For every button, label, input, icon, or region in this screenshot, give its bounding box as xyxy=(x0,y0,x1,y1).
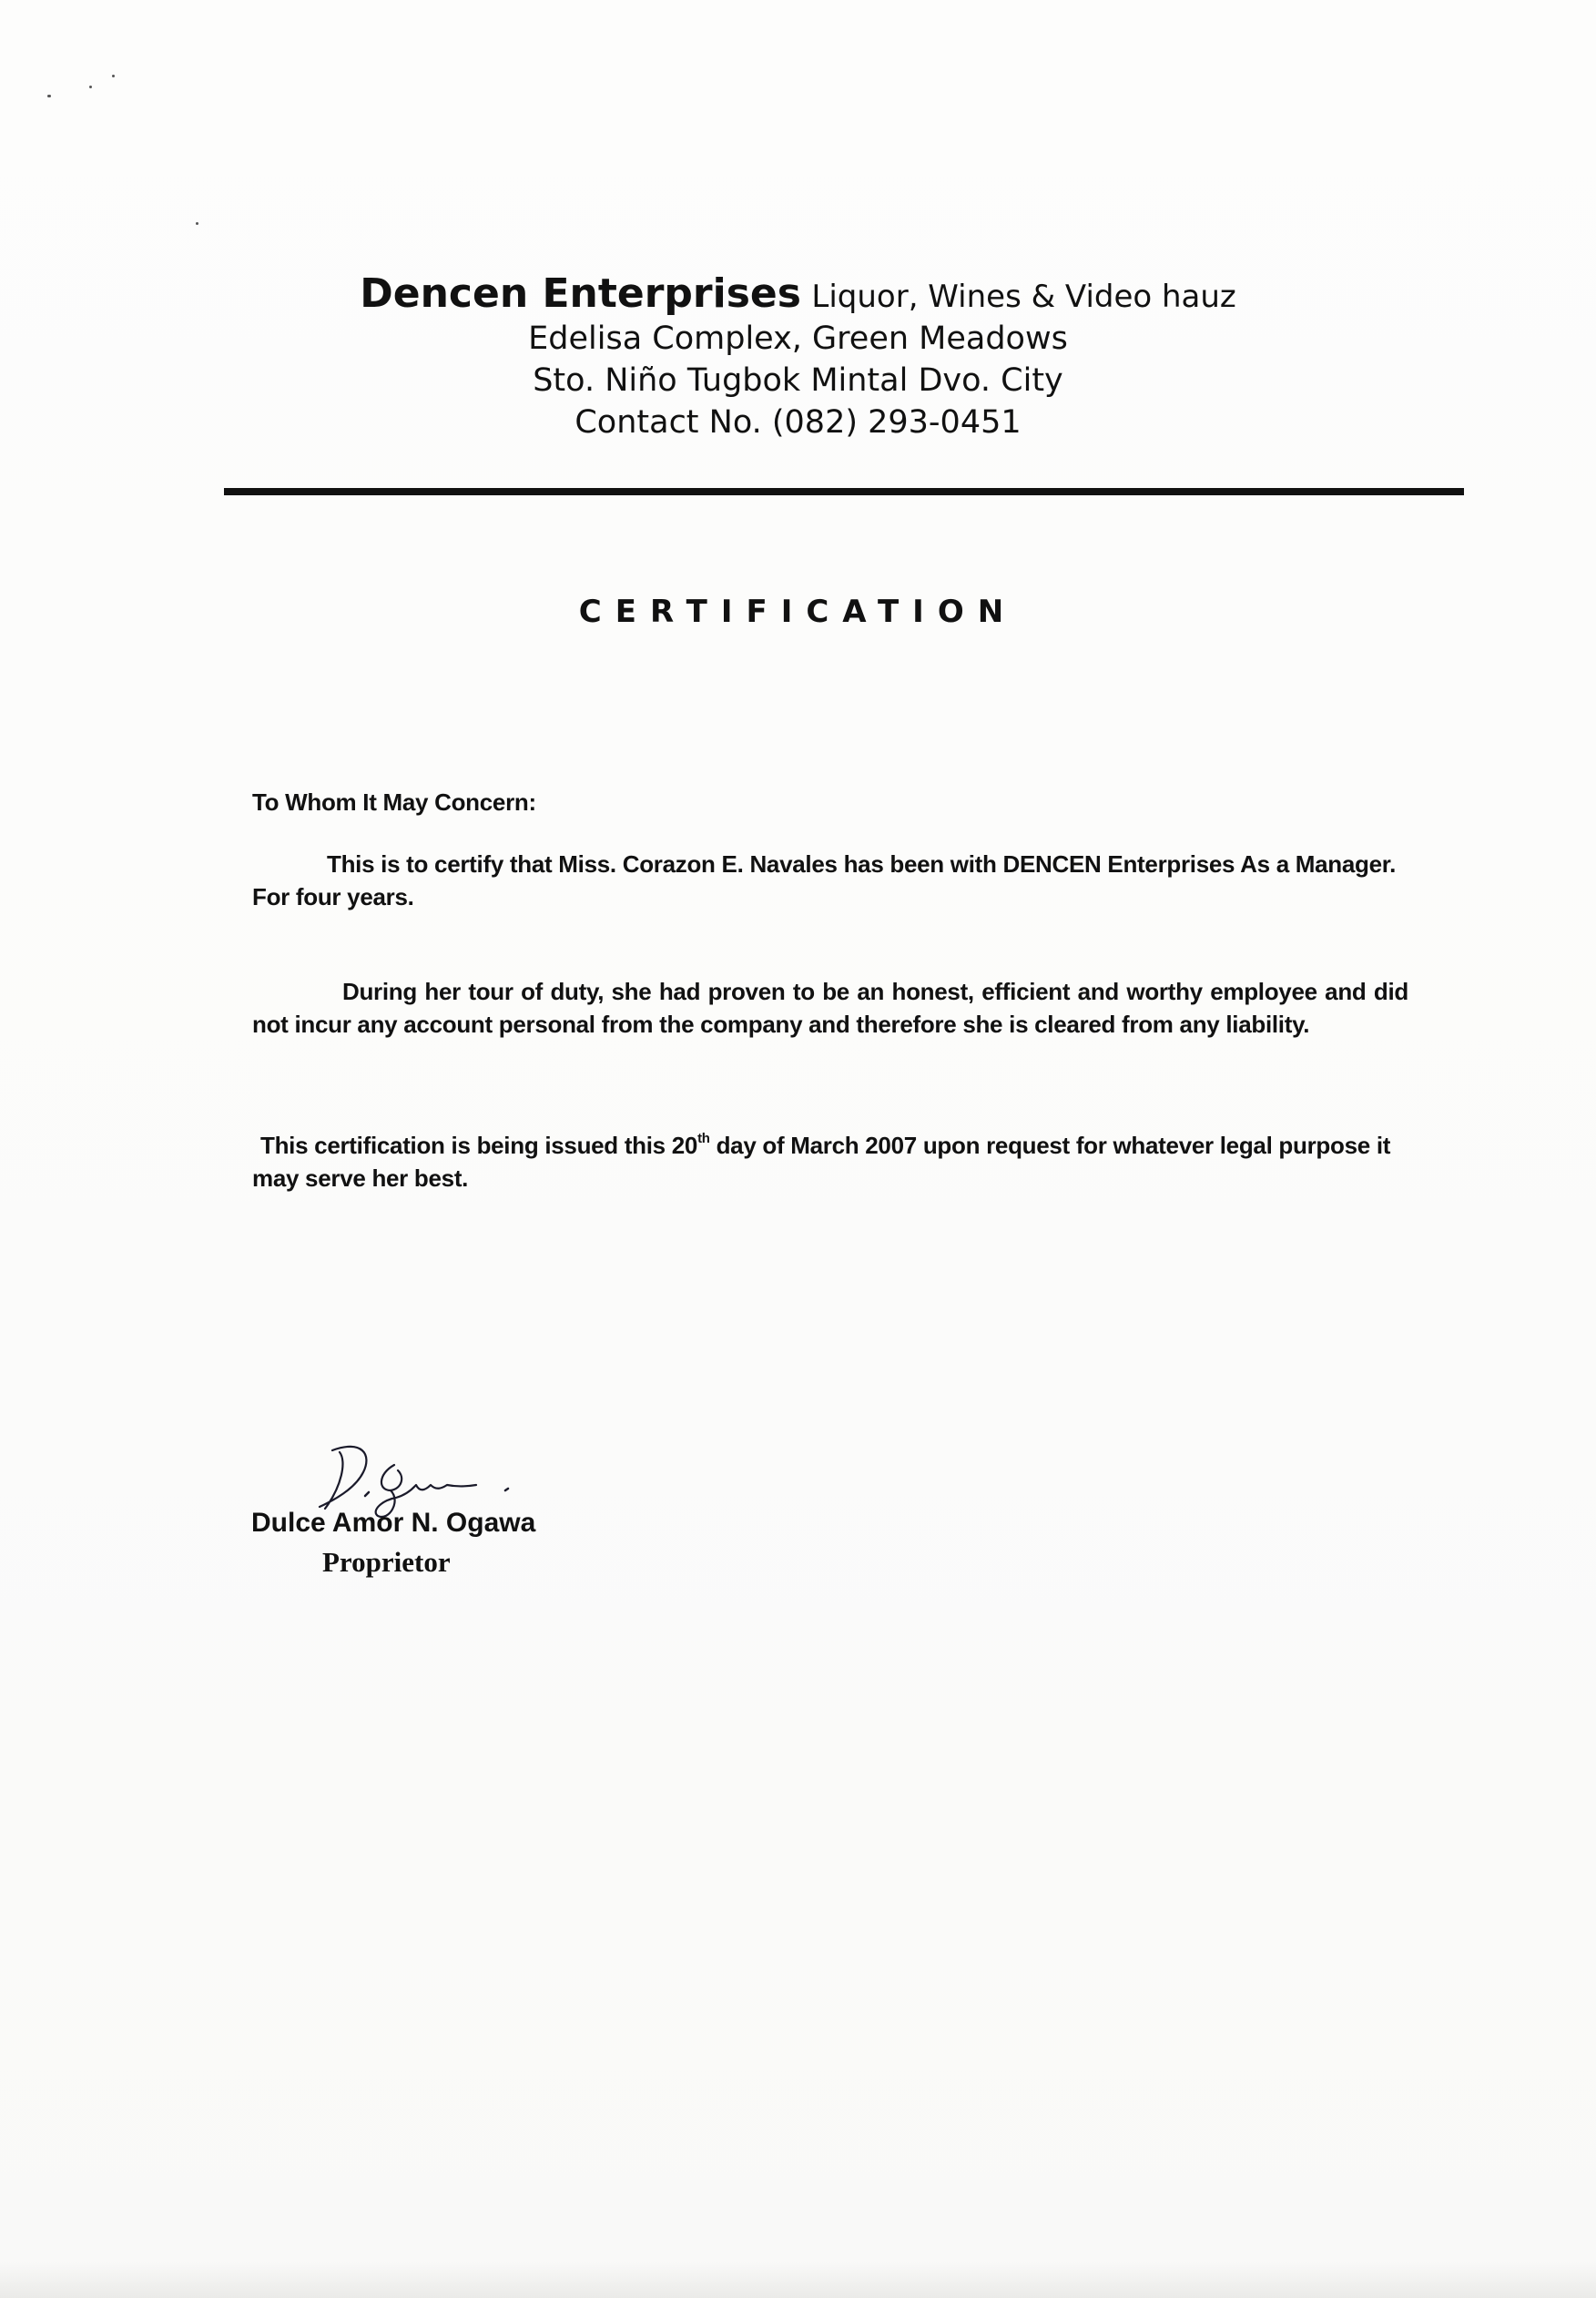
letterhead xyxy=(0,270,1596,443)
company-tagline: Liquor, Wines & Video hauz xyxy=(811,279,1236,315)
company-name: Dencen Enterprises xyxy=(360,270,801,317)
page-bottom-shadow xyxy=(0,2262,1596,2298)
paragraph-issuance xyxy=(252,1129,1408,1195)
paragraph-certify: This is to certify that Miss. Corazon E. Navales has been with DENCEN Enterprises As a Manager. For four years. xyxy=(252,850,1397,910)
paragraph-duty: During her tour of duty, she had proven to be an honest, efficient and worthy employee and did not incur any account personal from the company and therefore she is cleared from any liability. xyxy=(252,978,1408,1038)
salutation: To Whom It May Concern: xyxy=(252,788,536,816)
address-line-1: Edelisa Complex, Green Meadows xyxy=(528,320,1068,357)
issuance-text-start: This certification is being issued this 20 xyxy=(260,1132,698,1159)
issuance-text-end: day of March 2007 upon request for whatever legal purpose it may serve her best. xyxy=(252,1132,1391,1192)
address-line-2: Sto. Niño Tugbok Mintal Dvo. City xyxy=(533,362,1063,399)
signatory-title: Proprietor xyxy=(322,1546,451,1578)
contact-number: Contact No. (082) 293-0451 xyxy=(574,404,1022,441)
scan-speck xyxy=(47,95,51,97)
document-title: CERTIFICATION xyxy=(578,594,1018,630)
signatory-name: Dulce Amor N. Ogawa xyxy=(251,1508,536,1538)
scan-speck xyxy=(112,75,115,77)
date-ordinal-suffix: th xyxy=(697,1131,710,1146)
letterhead-divider xyxy=(224,488,1464,495)
letterhead-title-line xyxy=(0,270,1596,318)
scan-speck xyxy=(89,86,92,88)
scan-speck xyxy=(196,222,198,225)
